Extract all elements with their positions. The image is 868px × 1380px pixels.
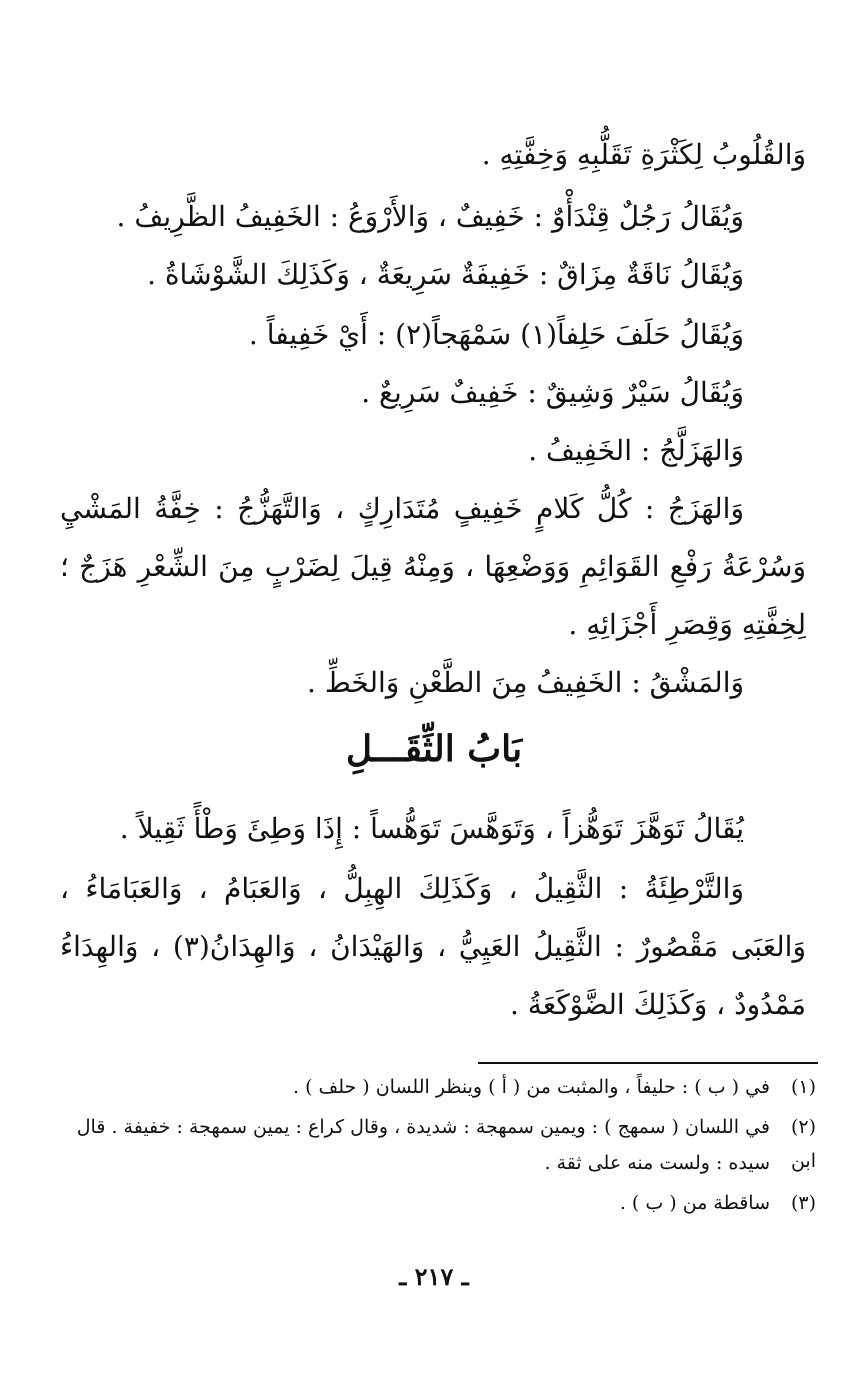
paragraph-9: يُقَالُ تَوَهَّزَ تَوَهُّزاً ، وَتَوَهَّسَ تَوَهُّساً : إِذَا وَطِئَ وَطْأً ثَقِيلاً . [119, 812, 744, 845]
paragraph-8: وَالمَشْقُ : الخَفِيفُ مِنَ الطَّعْنِ وَالخَطِّ . [307, 666, 744, 699]
footnote-3-number: (٣) [790, 1192, 816, 1214]
paragraph-4: وَيُقَالُ حَلَفَ حَلِفاً(١) سَمْهَجاً(٢) : أَيْ خَفِيفاً . [248, 318, 744, 351]
footnote-2-continuation: سيده : ولست منه على ثقة . [544, 1152, 770, 1174]
footnote-1 [56, 1070, 816, 1104]
paragraph-2: وَيُقَالُ رَجُلٌ قِنْدَأْوٌ : خَفِيفٌ ، وَالأَرْوَعُ : الخَفِيفُ الظَّرِيفُ . [116, 200, 744, 233]
footnote-1-number: (١) [790, 1076, 816, 1098]
footnote-2-number: (٢) [790, 1116, 816, 1138]
page-number: ـ ٢١٧ ـ [399, 1262, 469, 1291]
footnote-divider [478, 1062, 818, 1064]
paragraph-6: وَالهَزَلَّجُ : الخَفِيفُ . [528, 434, 744, 467]
paragraph-5: وَيُقَالُ سَيْرٌ وَشِيقٌ : خَفِيفٌ سَرِيعٌ . [361, 376, 744, 409]
paragraph-10: وَالتَّرْطِئَةُ : الثَّقِيلُ ، وَكَذَلِكَ الهِبِلُّ ، وَالعَبَامُ ، وَالعَبَامَاءُ ، وَالعَبَى مَقْصُورٌ : الثَّقِيلُ العَيِيُّ ، وَالهَيْدَانُ ، وَالهِدَانُ(٣) ، وَالهِدَاءُ مَمْدُودٌ ، وَكَذَلِكَ الضَّوْكَعَةُ . [60, 872, 806, 1021]
footnote-3-text: ساقطة من ( ب ) . [619, 1192, 770, 1214]
footnote-2-text: في اللسان ( سمهج ) : ويمين سمهجة : شديدة ، وقال كراع : يمين سمهجة : خفيفة . قال ابن [76, 1116, 816, 1172]
paragraph-7: وَالهَزَجُ : كُلُّ كَلامٍ خَفِيفٍ مُتَدَارِكٍ ، وَالتَّهَزُّجُ : خِفَّةُ المَشْيِ وَسُرْعَةُ رَفْعِ القَوَائِمِ وَوَضْعِهَا ، وَمِنْهُ قِيلَ لِضَرْبٍ مِنَ الشِّعْرِ هَزَجٌ ؛ لِخِفَّتِهِ وَقِصَرِ أَجْزَائِهِ . [60, 492, 806, 641]
paragraph-3: وَيُقَالُ نَاقَةٌ مِزَاقٌ : خَفِيفَةٌ سَرِيعَةٌ ، وَكَذَلِكَ الشَّوْشَاةُ . [147, 258, 744, 291]
footnote-3 [56, 1186, 816, 1220]
section-heading: بَابُ الثِّقَـــلِ [345, 728, 523, 770]
paragraph-1: وَالقُلُوبُ لِكَثْرَةِ تَقَلُّبِهِ وَخِفَّتِهِ . [481, 138, 806, 171]
footnote-1-text: في ( ب ) : حليفاً ، والمثبت من ( أ ) وينظر اللسان ( حلف ) . [293, 1076, 770, 1098]
